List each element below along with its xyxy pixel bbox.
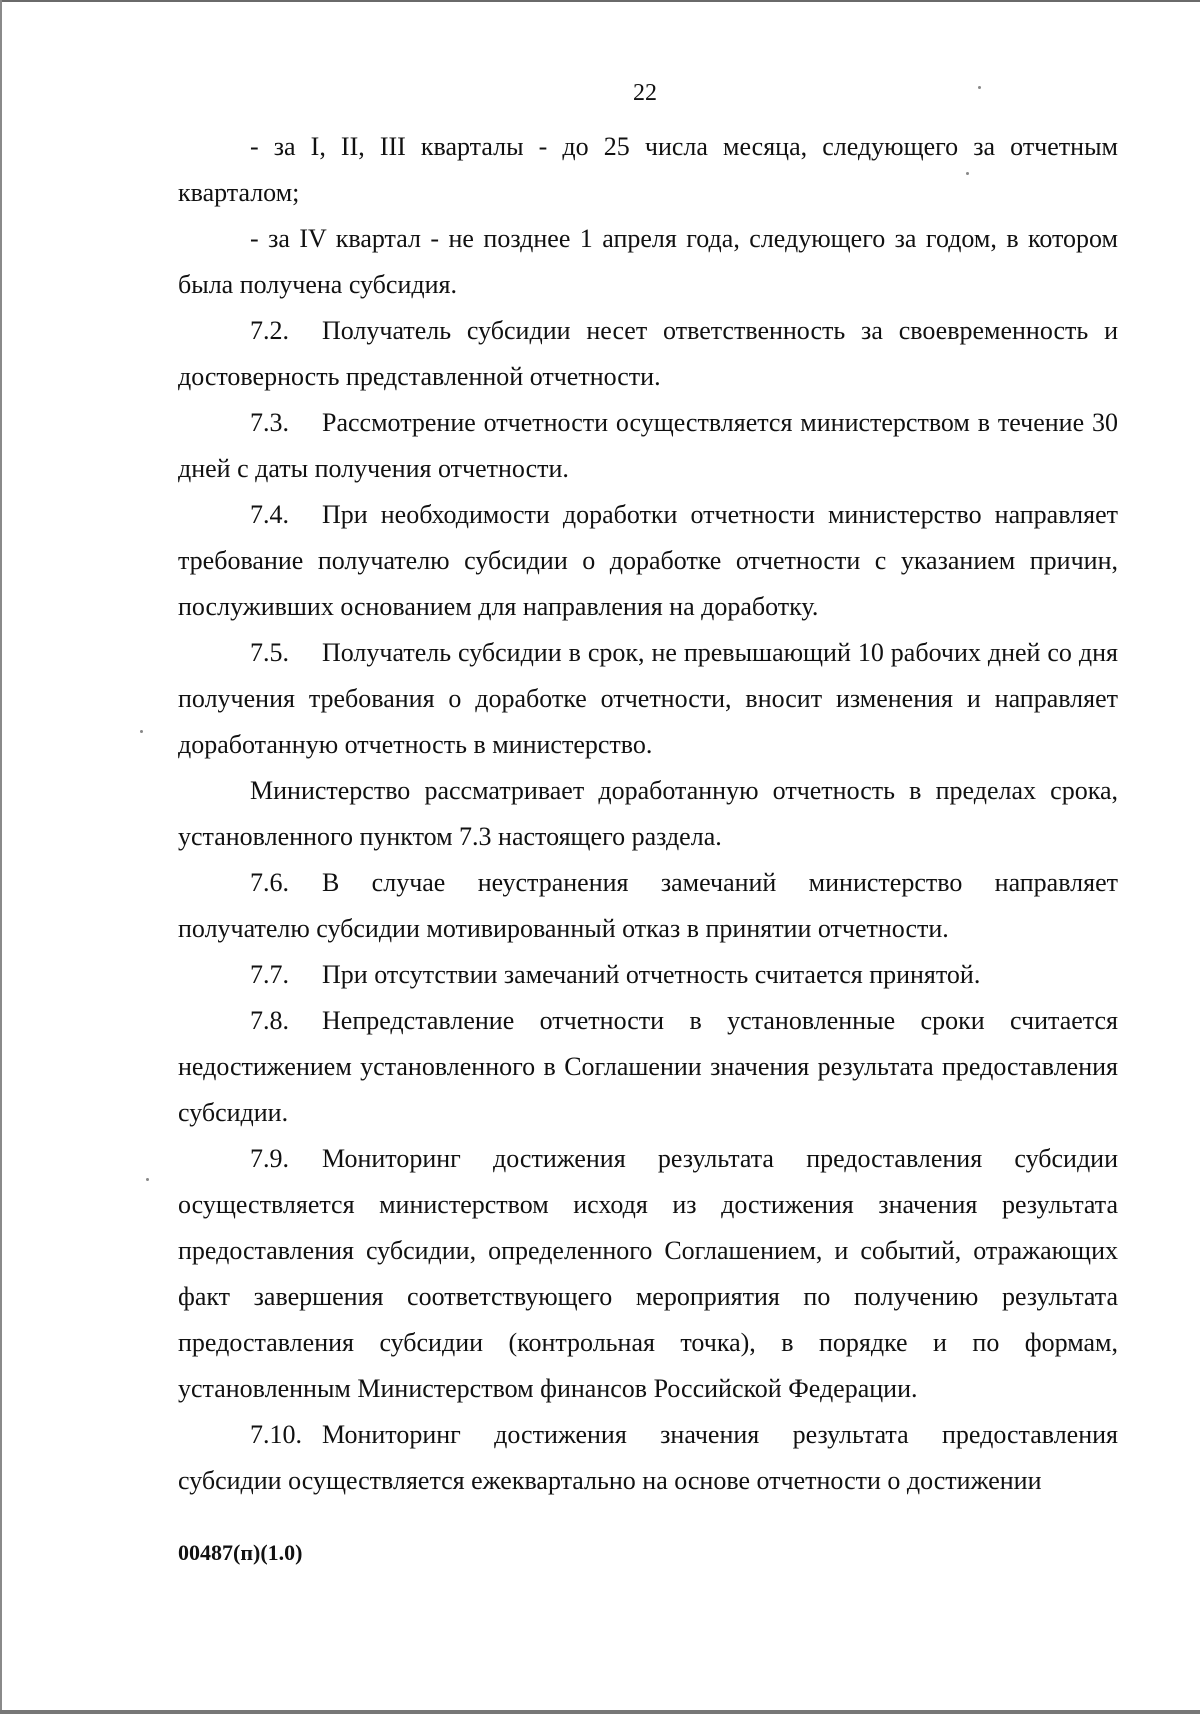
clause-7-6 — [178, 860, 1118, 952]
clause-7-3 — [178, 400, 1118, 492]
clause-7-10 — [178, 1412, 1118, 1504]
clause-text: Получатель субсидии в срок, не превышающий 10 рабочих дней со дня получения требования о доработке отчетности, вносит изменения и направляет доработанную отчетность в министерство. — [178, 638, 1118, 759]
clause-number: 7.10. — [250, 1420, 302, 1449]
body-text — [178, 124, 1118, 1504]
clause-7-7 — [178, 952, 1118, 998]
clause-text: Рассмотрение отчетности осуществляется министерством в течение 30 дней с даты получения отчетности. — [178, 408, 1118, 483]
page-number: 22 — [633, 80, 657, 106]
clause-number: 7.8. — [250, 1006, 289, 1035]
clause-7-9 — [178, 1136, 1118, 1412]
clause-number: 7.9. — [250, 1144, 289, 1173]
clause-text: В случае неустранения замечаний министерство направляет получателю субсидии мотивированный отказ в принятии отчетности. — [178, 868, 1118, 943]
clause-text: При отсутствии замечаний отчетность считается принятой. — [322, 960, 981, 989]
clause-number: 7.7. — [250, 960, 289, 989]
clause-text: При необходимости доработки отчетности министерство направляет требование получателю субсидии о доработке отчетности с указанием причин, послуживших основанием для направления на доработку. — [178, 500, 1118, 621]
clause-7-8 — [178, 998, 1118, 1136]
paragraph-quarter-4 — [178, 216, 1118, 308]
clause-7-2 — [178, 308, 1118, 400]
paragraph-text: Министерство рассматривает доработанную отчетность в пределах срока, установленного пунктом 7.3 настоящего раздела. — [178, 776, 1118, 851]
scan-edge-bottom — [0, 1710, 1200, 1714]
clause-7-4 — [178, 492, 1118, 630]
clause-text: Мониторинг достижения значения результата предоставления субсидии осуществляется ежеквартально на основе отчетности о достижении — [178, 1420, 1118, 1495]
clause-text: Непредставление отчетности в установленные сроки считается недостижением установленного в Соглашении значения результата предоставления субсидии. — [178, 1006, 1118, 1127]
scan-speck — [146, 1178, 149, 1181]
clause-number: 7.2. — [250, 316, 289, 345]
clause-number: 7.5. — [250, 638, 289, 667]
document-code: 00487(п)(1.0) — [178, 1540, 303, 1565]
clause-text: Мониторинг достижения результата предоставления субсидии осуществляется министерством исходя из достижения значения результата предоставления субсидии, определенного Соглашением, и событий, отражающих факт завершения соответствующего мероприятия по получению результата предоставления субсидии (контрольная точка), в порядке и по формам, установленным Министерством финансов Российской Федерации. — [178, 1144, 1118, 1403]
clause-number: 7.6. — [250, 868, 289, 897]
paragraph-text: - за I, II, III кварталы - до 25 числа месяца, следующего за отчетным кварталом; — [178, 132, 1118, 207]
clause-number: 7.3. — [250, 408, 289, 437]
paragraph-text: - за IV квартал - не позднее 1 апреля года, следующего за годом, в котором была получена субсидия. — [178, 224, 1118, 299]
clause-7-5 — [178, 630, 1118, 768]
paragraph-quarters-1-3 — [178, 124, 1118, 216]
scan-edge-top — [0, 0, 1200, 2]
scan-edge-left — [0, 0, 2, 1714]
clause-number: 7.4. — [250, 500, 289, 529]
scan-speck — [140, 730, 143, 733]
clause-text: Получатель субсидии несет ответственность за своевременность и достоверность представленной отчетности. — [178, 316, 1118, 391]
paragraph-ministry-review — [178, 768, 1118, 860]
